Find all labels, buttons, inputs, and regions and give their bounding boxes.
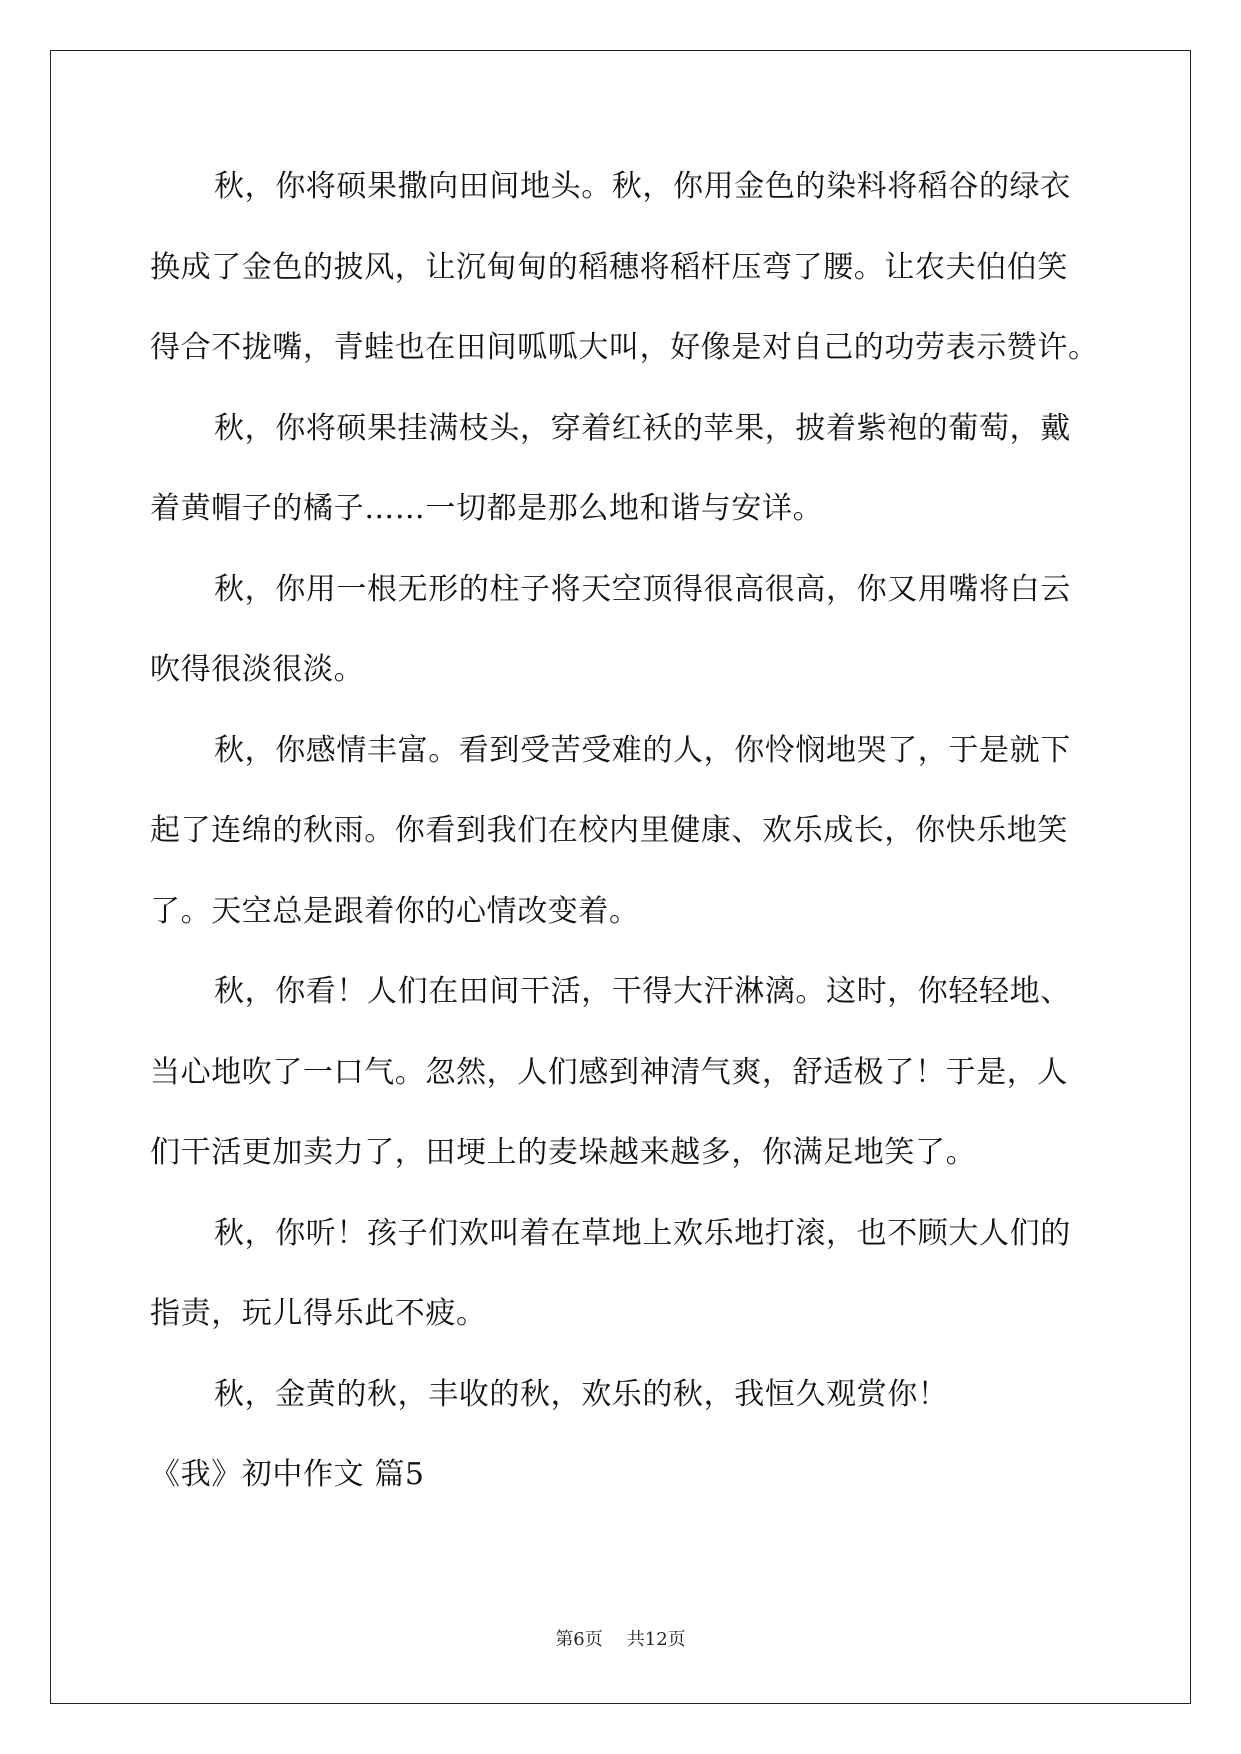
section-heading: 《我》初中作文 篇5 — [150, 1457, 425, 1492]
paragraph-line: 秋，你用一根无形的柱子将天空顶得很高很高，你又用嘴将白云 — [214, 571, 1071, 607]
essay-body — [150, 160, 1099, 1518]
page-number: 第6页 — [555, 1629, 603, 1650]
paragraph-line: 秋，你看！人们在田间干活，干得大汗淋漓。这时，你轻轻地、 — [214, 974, 1071, 1009]
paragraph-line: 了。天空总是跟着你的心情改变着。 — [150, 893, 640, 929]
paragraph-line: 换成了金色的披风，让沉甸甸的稻穗将稻杆压弯了腰。让农夫伯伯笑 — [150, 249, 1068, 285]
paragraph-line: 指责，玩儿得乐此不疲。 — [150, 1296, 487, 1331]
page-footer — [0, 1628, 1241, 1652]
paragraph-line: 们干活更加卖力了，田埂上的麦垛越来越多，你满足地笑了。 — [150, 1135, 977, 1170]
paragraph-line: 秋，金黄的秋，丰收的秋，欢乐的秋，我恒久观赏你！ — [214, 1376, 949, 1412]
paragraph-line: 秋，你将硕果撒向田间地头。秋，你用金色的染料将稻谷的绿衣 — [214, 169, 1071, 204]
page-total: 共12页 — [626, 1629, 686, 1650]
paragraph-line: 当心地吹了一口气。忽然，人们感到神清气爽，舒适极了！于是，人 — [150, 1054, 1068, 1090]
paragraph-line: 得合不拢嘴，青蛙也在田间呱呱大叫，好像是对自己的功劳表示赞许。 — [150, 330, 1099, 365]
paragraph-line: 秋，你感情丰富。看到受苦受难的人，你怜悯地哭了，于是就下 — [214, 732, 1071, 768]
paragraph-line: 起了连绵的秋雨。你看到我们在校内里健康、欢乐成长，你快乐地笑 — [150, 813, 1068, 848]
paragraph-line: 着黄帽子的橘子……一切都是那么地和谐与安详。 — [150, 491, 824, 526]
paragraph-line: 秋，你将硕果挂满枝头，穿着红袄的苹果，披着紫袍的葡萄，戴 — [214, 410, 1071, 446]
paragraph-line: 秋，你听！孩子们欢叫着在草地上欢乐地打滚，也不顾大人们的 — [214, 1215, 1071, 1251]
paragraph-line: 吹得很淡很淡。 — [150, 652, 365, 687]
